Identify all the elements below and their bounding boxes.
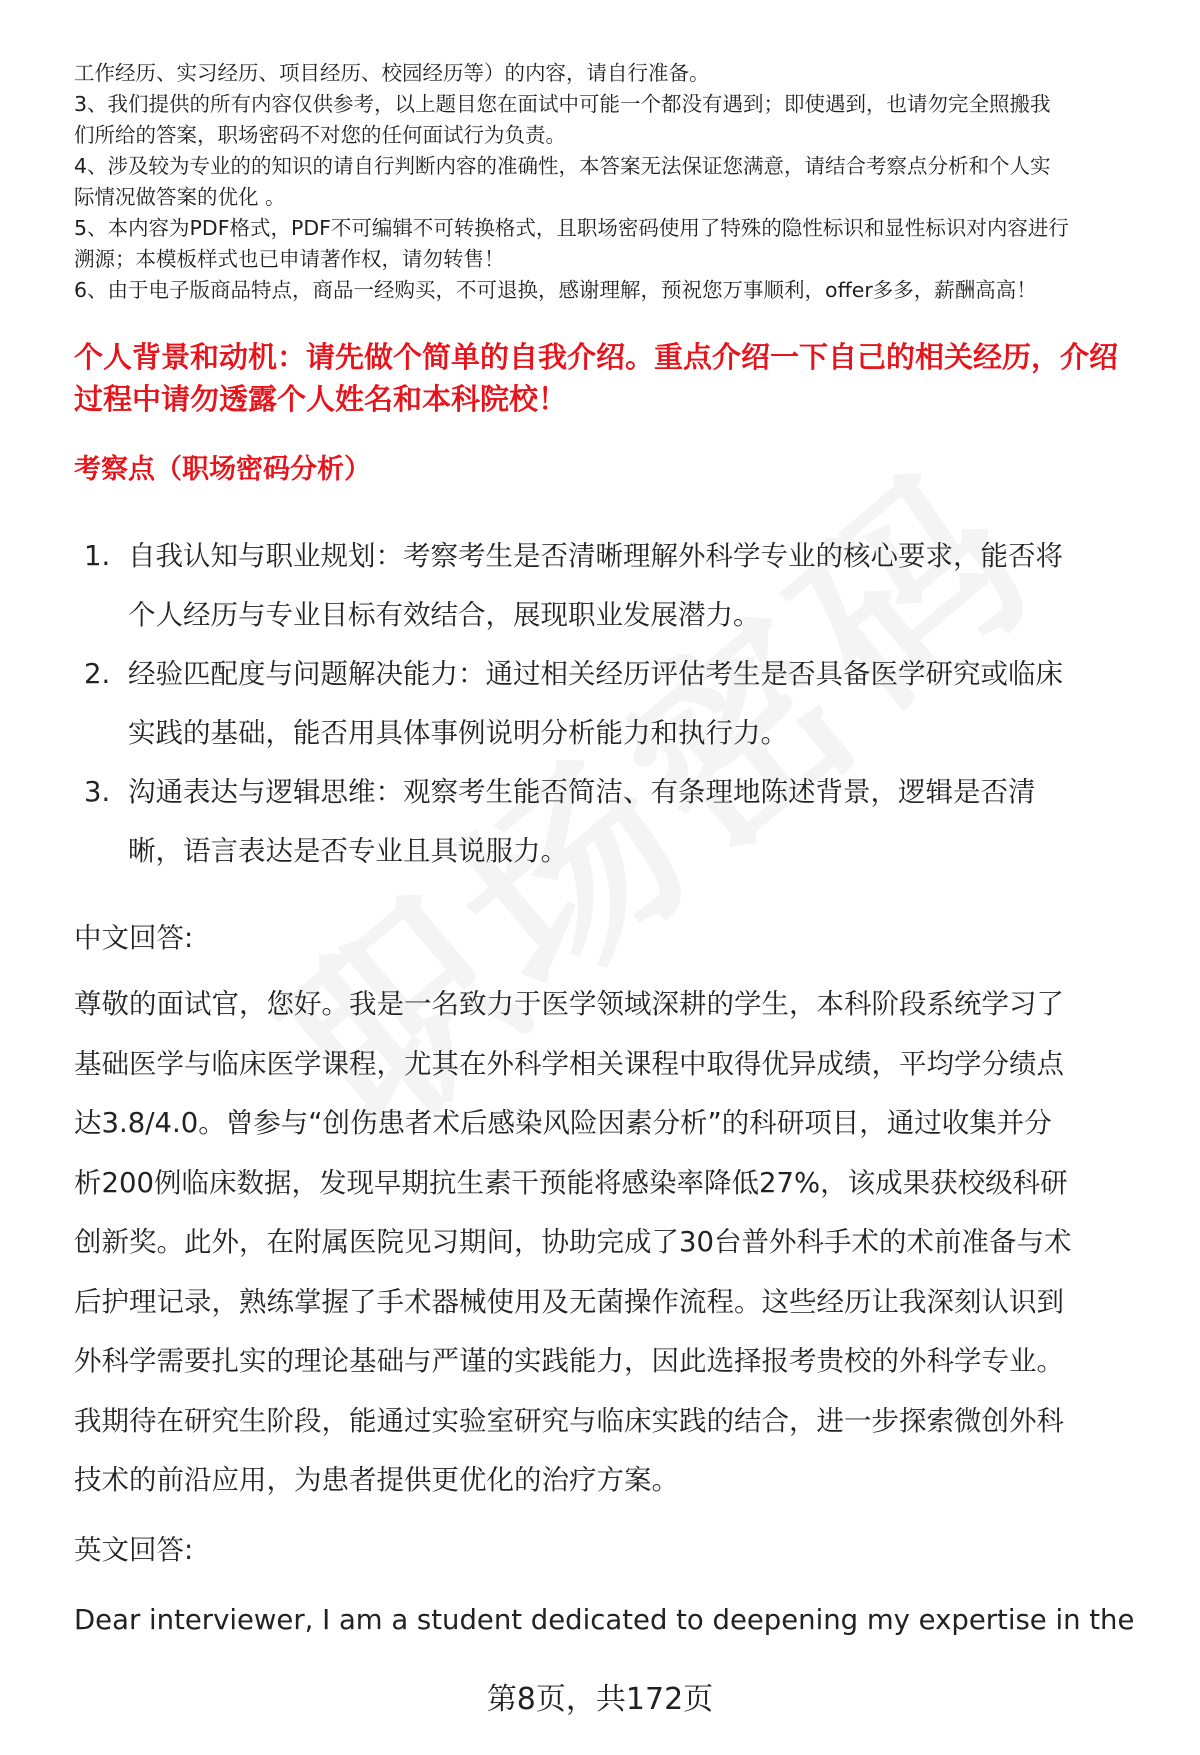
analysis-point	[74, 763, 1154, 881]
english-answer-first-line: Dear interviewer, I am a student dedicated to deepening my expertise in the	[74, 1604, 1135, 1636]
notice-line: 5、本内容为PDF格式，PDF不可编辑不可转换格式，且职场密码使用了特殊的隐性标识和显性标识对内容进行	[74, 216, 1069, 240]
answer-line: 外科学需要扎实的理论基础与严谨的实践能力，因此选择报考贵校的外科学专业。	[74, 1345, 1064, 1377]
point-line: 自我认知与职业规划：考察考生是否清晰理解外科学专业的核心要求，能否将	[128, 540, 1063, 572]
chinese-answer-body	[74, 975, 1164, 1511]
point-number: 3.	[84, 776, 111, 808]
point-line: 沟通表达与逻辑思维：观察考生能否简洁、有条理地陈述背景，逻辑是否清	[128, 776, 1036, 808]
question-line: 过程中请勿透露个人姓名和本科院校！	[74, 382, 568, 416]
analysis-heading: 考察点（职场密码分析）	[74, 454, 371, 485]
notice-line: 工作经历、实习经历、项目经历、校园经历等）的内容，请自行准备。	[74, 61, 710, 85]
question-line: 个人背景和动机：请先做个简单的自我介绍。重点介绍一下自己的相关经历，介绍	[74, 340, 1119, 374]
analysis-point-list	[74, 527, 1154, 881]
english-answer-label: 英文回答:	[74, 1534, 194, 1566]
answer-line: 后护理记录，熟练掌握了手术器械使用及无菌操作流程。这些经历让我深刻认识到	[74, 1285, 1064, 1318]
notice-line: 们所给的答案，职场密码不对您的任何面试行为负责。	[74, 123, 566, 147]
point-line: 实践的基础，能否用具体事例说明分析能力和执行力。	[128, 717, 788, 749]
point-number: 1.	[84, 540, 111, 572]
answer-line: 创新奖。此外，在附属医院见习期间，协助完成了30台普外科手术的术前准备与术	[74, 1226, 1072, 1258]
answer-line: 析200例临床数据，发现早期抗生素干预能将感染率降低27%，该成果获校级科研	[74, 1166, 1068, 1199]
point-line: 经验匹配度与问题解决能力：通过相关经历评估考生是否具备医学研究或临床	[128, 658, 1063, 690]
page-number: 第8页，共172页	[486, 1682, 714, 1717]
interview-question	[74, 336, 1154, 420]
analysis-point	[74, 645, 1154, 763]
analysis-point	[74, 527, 1154, 645]
answer-line: 我期待在研究生阶段，能通过实验室研究与临床实践的结合，进一步探索微创外科	[74, 1404, 1064, 1437]
point-number: 2.	[84, 658, 111, 690]
answer-line: 基础医学与临床医学课程，尤其在外科学相关课程中取得优异成绩，平均学分绩点	[74, 1047, 1064, 1080]
notice-list	[74, 58, 1154, 306]
notice-line: 3、我们提供的所有内容仅供参考，以上题目您在面试中可能一个都没有遇到；即使遇到，也请勿完全照搬我	[74, 92, 1051, 116]
notice-line: 际情况做答案的优化 。	[74, 185, 286, 209]
point-line: 个人经历与专业目标有效结合，展现职业发展潜力。	[128, 599, 761, 631]
point-line: 晰，语言表达是否专业且具说服力。	[128, 835, 568, 867]
notice-line: 溯源；本模板样式也已申请著作权，请勿转售！	[74, 247, 505, 271]
answer-line: 技术的前沿应用，为患者提供更优化的治疗方案。	[74, 1464, 679, 1496]
answer-line: 尊敬的面试官，您好。我是一名致力于医学领域深耕的学生，本科阶段系统学习了	[74, 988, 1064, 1020]
chinese-answer-label: 中文回答:	[74, 922, 194, 954]
answer-line: 达3.8/4.0。曾参与“创伤患者术后感染风险因素分析”的科研项目，通过收集并分	[74, 1107, 1052, 1139]
notice-line: 6、由于电子版商品特点，商品一经购买，不可退换，感谢理解，预祝您万事顺利，offer多多，薪酬高高！	[74, 278, 1037, 302]
notice-line: 4、涉及较为专业的的知识的请自行判断内容的准确性，本答案无法保证您满意，请结合考察点分析和个人实	[74, 154, 1051, 178]
